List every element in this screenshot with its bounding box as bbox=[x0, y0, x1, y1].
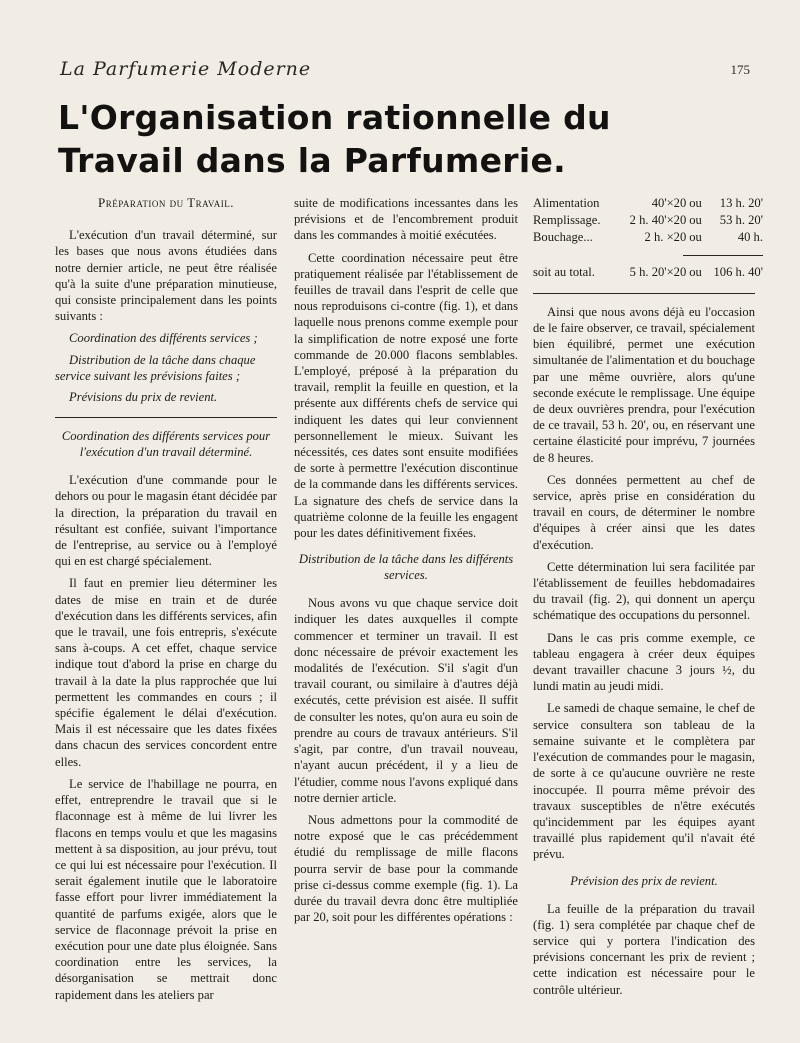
paragraph: Le service de l'habillage ne pourra, en effet, entreprendre le travail que si le flaconnage est à même de lui livrer les flacons en temps voulu et que les magasins mettent à sa disposition, au jour prévu, tout ce qui lui est nécessaire pour l'exécution. Il serait également inutile que le laboratoire fasse effort pour livrer immédiatement la quantité de parfums exigée, alors que le service de flaconnage prévoit la prise en exécution pour une date plus éloignée. Sans coordination entre les services, la désorganisation se mettrait donc rapidement dans les ateliers par bbox=[55, 776, 277, 1002]
sum-rule bbox=[683, 255, 763, 256]
cell: 40'×20 bbox=[651, 196, 687, 210]
cell: ou bbox=[689, 264, 702, 279]
paragraph: L'exécution d'un travail déterminé, sur les bases que nous avons étudiées dans notre dernier article, ne peut être réalisée qu'à la suite d'une préparation minutieuse, qui consiste principalement dans les points suivants : bbox=[55, 228, 277, 324]
column-3 bbox=[533, 195, 763, 1004]
cell: ou bbox=[689, 213, 702, 228]
cell: Alimentation bbox=[533, 196, 600, 210]
article-title: L'Organisation rationnelle du Travail dans la Parfumerie. bbox=[58, 98, 611, 180]
cell: 106 h. 40' bbox=[713, 264, 763, 279]
magazine-logo: La Parfumerie Moderne bbox=[60, 58, 312, 80]
paragraph: La feuille de la préparation du travail (fig. 1) sera complétée par chaque chef de service qui y portera l'indication des prévisions concernant les prix de revient ; cette indication est nécessaire pour le contrôle ultérieur. bbox=[533, 901, 755, 997]
paragraph: Dans le cas pris comme exemple, ce tableau engagera à créer deux équipes devant travailler chacune 3 jours ½, du lundi matin au jeudi midi. bbox=[533, 630, 755, 694]
subheading: Prévision des prix de revient. bbox=[570, 873, 718, 888]
page-number: 175 bbox=[730, 62, 750, 77]
divider bbox=[533, 293, 755, 294]
cell: soit au total. bbox=[533, 264, 595, 279]
paragraph: suite de modifications incessantes dans les prévisions et de l'encombrement produit dans les commandes à moitié exécutées. bbox=[294, 196, 518, 243]
column-2 bbox=[294, 195, 518, 931]
cell: Remplissage. bbox=[533, 213, 601, 228]
table-row bbox=[533, 229, 763, 246]
cell: 5 h. 20'×20 bbox=[629, 264, 687, 279]
list-item: Distribution de la tâche dans chaque service suivant les prévisions faites ; bbox=[55, 352, 256, 383]
cell: 2 h. 40'×20 bbox=[629, 213, 687, 228]
table-row bbox=[533, 212, 763, 229]
paragraph: L'exécution d'une commande pour le dehors ou pour le magasin étant décidée par la direction, la préparation du travail en résultant est confiée, suivant l'importance de l'entreprise, au service ou à l'employé qui en est chargé spécialement. bbox=[55, 473, 277, 569]
cell: 2 h. ×20 bbox=[644, 230, 687, 245]
points-list bbox=[55, 330, 277, 405]
paragraph: Le samedi de chaque semaine, le chef de service consultera son tableau de la semaine suivante et le complètera par l'exécution de commandes pour le magasin, de sorte à ce qu'aucune ouvrière ne reste inoccupée. Il pourra même prévoir des travaux susceptibles de n'être exécutés qu'incidemment par les équipes ayant travaillé plus rapidement qu'il n'avait été prévu. bbox=[533, 701, 755, 862]
running-header bbox=[60, 58, 750, 84]
column-1 bbox=[55, 195, 277, 1009]
paragraph: Ces données permettent au chef de service, après prise en considération du travail en cours, de déterminer le nombre d'équipes à créer ainsi que les dates d'exécution. bbox=[533, 472, 755, 552]
cell: Bouchage... bbox=[533, 230, 593, 245]
subheading: Coordination des différents services pour l'exécution d'un travail déterminé. bbox=[61, 429, 271, 460]
total-row bbox=[533, 264, 763, 281]
paragraph: Ainsi que nous avons déjà eu l'occasion de le faire observer, ce travail, spécialement bien équilibré, permet une exécution simultanée de l'alimentation et du bouchage par une même ouvrière, alors qu'une seconde exécute le remplissage. Une équipe de deux ouvrières prendra, pour l'exécution de ce travail, 53 h. 20', ou, en réservant une certaine élasticité pour imprévu, 7 journées de 8 heures. bbox=[533, 304, 755, 465]
rule-row bbox=[533, 247, 763, 264]
paragraph: Cette coordination nécessaire peut être pratiquement réalisée par l'établissement de feuilles de travail dans l'esprit de celle que nous reproduisons ci-contre (fig. 1), et dans laquelle nous prenons comme exemple pour la simplification de notre exposé une forte commande de 20.000 flacons semblables. L'employé, préposé à la préparation du travail, remplit la feuille en question, et la présente aux différents chefs de service qui indiquent les dates qui leur conviennent personnellement le mieux. Suivant les nécessités, ces dates sont ensuite modifiées de sorte à permettre l'exécution discontinue de la commande dans les différents services. La signature des chefs de service dans la quatrième colonne de la feuille les engagent pour les dates définitivement fixées. bbox=[294, 250, 518, 541]
list-item: Prévisions du prix de revient. bbox=[69, 390, 218, 405]
paragraph: Nous admettons pour la commodité de notre exposé que le cas précédemment étudié du remplissage de mille flacons pourra servir de base pour la commande prise ci-dessus comme exemple (fig. 1). La durée du travail devra donc être multipliée par 20, soit pour les différentes opérations : bbox=[294, 812, 518, 925]
duration-table bbox=[533, 195, 763, 281]
cell: ou bbox=[689, 230, 702, 245]
section-title: Préparation du Travail. bbox=[97, 195, 235, 210]
table-row bbox=[533, 195, 763, 212]
cell: 53 h. 20' bbox=[719, 213, 763, 228]
paragraph: Il faut en premier lieu déterminer les dates de mise en train et de durée d'exécution dans les différents services, afin que le travail, une fois entrepris, s'exécute sans à-coups. A cet effet, chaque service indique tout d'abord la prise en charge du travail à la date la plus rapprochée que lui permettent les commandes en cours ; il spécifie également le délai d'exécution. Mais il est nécessaire que les dates fixées dans chacun des services concordent entre elles. bbox=[55, 576, 277, 769]
divider bbox=[55, 417, 277, 418]
cell: 13 h. 20' bbox=[719, 196, 763, 210]
paragraph: Nous avons vu que chaque service doit indiquer les dates auxquelles il compte commencer et terminer un travail. Il est donc nécessaire de prévoir exactement les modalités de l'exécution. S'il s'agit d'un travail courant, ou similaire à d'autres déjà exécutés, cette prévision est aisée. Il suffit de consulter les notes, qu'on aura eu soin de prendre au cours de travaux antérieurs. S'il s'agit, par contre, d'un travail nouveau, n'ayant aucun précédent, il y a lieu de l'étudier, comme nous l'avons expliqué dans notre dernier article. bbox=[294, 596, 518, 805]
subheading: Distribution de la tâche dans les différents services. bbox=[298, 552, 514, 583]
cell: ou bbox=[689, 196, 702, 210]
cell: 40 h. bbox=[737, 230, 763, 245]
list-item: Coordination des différents services ; bbox=[69, 331, 258, 346]
paragraph: Cette détermination lui sera facilitée par l'établissement de feuilles hebdomadaires du travail (fig. 2), qui donnent un aperçu schématique des occupations du personnel. bbox=[533, 559, 755, 623]
